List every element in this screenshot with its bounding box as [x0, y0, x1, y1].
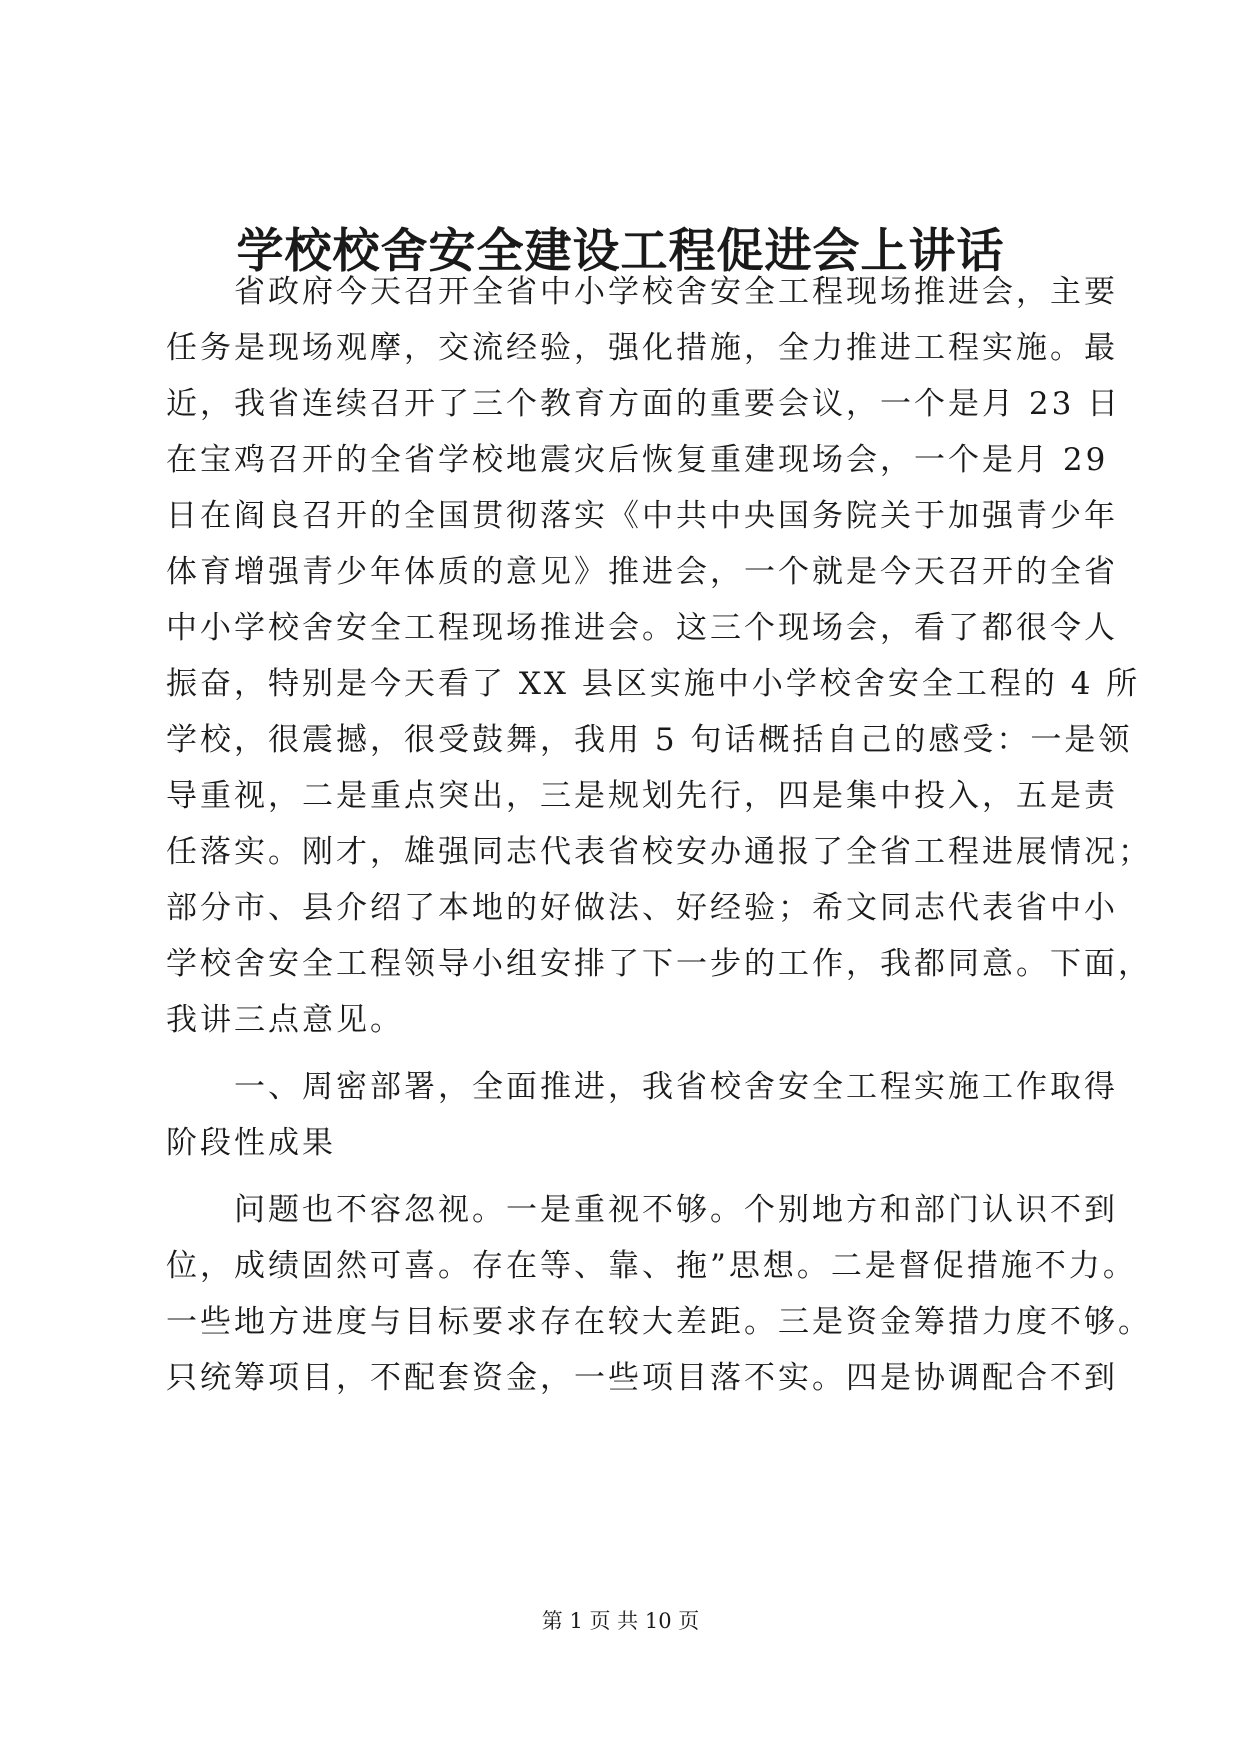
body-line: 中小学校舍安全工程现场推进会。这三个现场会，看了都很令人 — [166, 610, 1118, 646]
body-line: 省政府今天召开全省中小学校舍安全工程现场推进会，主要 — [166, 274, 1118, 310]
body-line: 导重视，二是重点突出，三是规划先行，四是集中投入，五是责 — [166, 778, 1118, 814]
body-line: 一些地方进度与目标要求存在较大差距。三是资金筹措力度不够。 — [166, 1304, 1152, 1340]
body-line: 振奋，特别是今天看了 XX 县区实施中小学校舍安全工程的 4 所 — [166, 666, 1141, 702]
body-line: 学校舍安全工程领导小组安排了下一步的工作，我都同意。下面， — [166, 946, 1152, 982]
body-line: 位，成绩固然可喜。存在等、靠、拖”思想。二是督促措施不力。 — [166, 1248, 1137, 1284]
document-title: 学校校舍安全建设工程促进会上讲话 — [236, 224, 1005, 279]
body-line: 问题也不容忽视。一是重视不够。个别地方和部门认识不到 — [166, 1192, 1118, 1228]
section-heading-line: 一、周密部署，全面推进，我省校舍安全工程实施工作取得 — [166, 1069, 1118, 1105]
section-heading-line: 阶段性成果 — [166, 1125, 336, 1161]
body-line: 只统筹项目，不配套资金，一些项目落不实。四是协调配合不到 — [166, 1360, 1118, 1396]
body-line: 部分市、县介绍了本地的好做法、好经验；希文同志代表省中小 — [166, 890, 1118, 926]
body-line: 任务是现场观摩，交流经验，强化措施，全力推进工程实施。最 — [166, 330, 1118, 366]
body-line: 近，我省连续召开了三个教育方面的重要会议，一个是月 23 日 — [166, 386, 1122, 422]
body-line: 在宝鸡召开的全省学校地震灾后恢复重建现场会，一个是月 29 — [166, 442, 1109, 478]
body-line: 体育增强青少年体质的意见》推进会，一个就是今天召开的全省 — [166, 554, 1118, 590]
body-line: 我讲三点意见。 — [166, 1002, 404, 1038]
body-line: 日在阎良召开的全国贯彻落实《中共中央国务院关于加强青少年 — [166, 498, 1118, 534]
body-line: 学校，很震撼，很受鼓舞，我用 5 句话概括自己的感受：一是领 — [166, 722, 1133, 758]
body-line: 任落实。刚才，雄强同志代表省校安办通报了全省工程进展情况； — [166, 834, 1152, 870]
page-footer: 第 1 页 共 10 页 — [541, 1609, 700, 1633]
